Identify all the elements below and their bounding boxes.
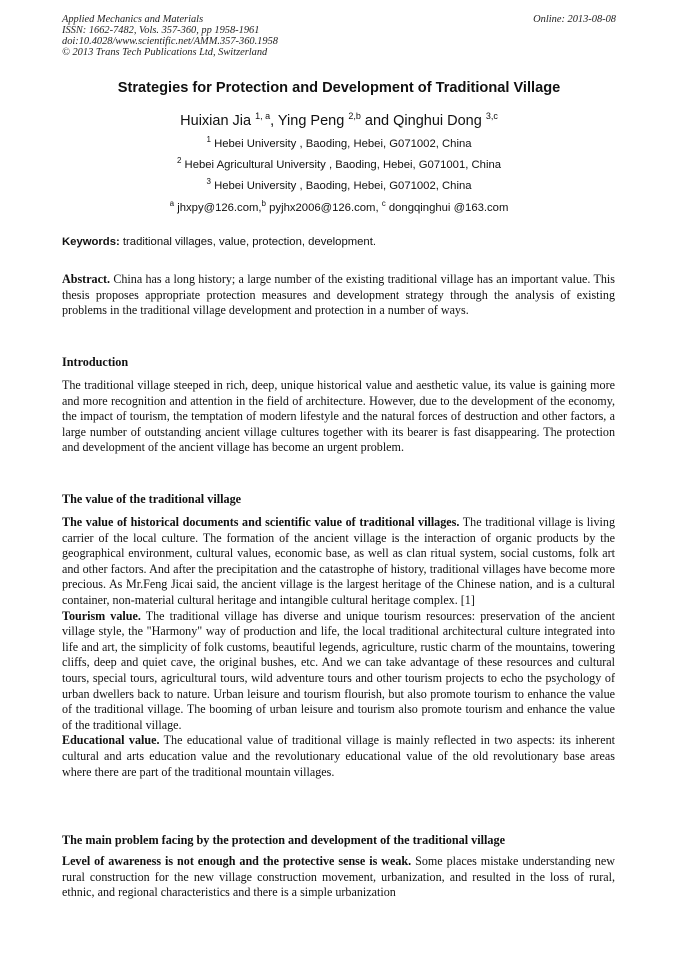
value-paragraph-educational [62,733,615,780]
affiliation [0,177,678,192]
abstract [62,272,615,319]
author-sup: 1, a [255,111,271,121]
keywords [62,236,616,248]
email-address[interactable]: dongqinghui @163.com [388,202,509,214]
section-heading-introduction: Introduction [62,355,129,369]
keywords-label: Keywords: [62,236,120,248]
author-name: Ying Peng [277,113,345,129]
paragraph-text: The traditional village has diverse and unique tourism resources: preservation of the ancient village style, the "Harmony" way of production and life, the local traditional architectural culture integrated into life and art, the simplicity of folk customs, beautiful legends, agriculture, rustic charm of the mountains, towering cliffs, deep and quiet cave, the original bushes, etc. And we can take advantage of these resources and cultural tours, special tours, agricultural tours, wild adventure tours and other tourism projects to echo the psychology of urban dwellers back to nature. Urban leisure and tourism flourish, but also promote tourism to enhance the value of the traditional village. The booming of urban leisure and tourism also promote tourism and enhance the value of the traditional village. [62,608,615,732]
keywords-text: traditional villages, value, protection, development. [122,236,376,248]
email-line [0,199,678,214]
value-section-body [62,515,615,780]
paragraph-text: The traditional village is living carrier of the local culture. The formation of the ancient village is the interaction of organic products by the geographical environment, cultural values, economic base, as well as clan ritual system, social customs, folk art and other factors. And after the precipitation and the catastrophe of history, traditional villages have become more precious. As Mr.Feng Jicai said, the ancient village is the largest heritage of the Chinese nation, and is a cultural container, non-material cultural heritage and intangible cultural heritage complex. [1] [62,515,616,607]
author-separator: , [270,113,278,129]
affiliation [0,156,678,171]
problem-paragraph [62,854,615,901]
paper-title: Strategies for Protection and Development of Traditional Village [117,80,561,96]
abstract-text: China has a long history; a large number of the existing traditional village has an important value. This thesis proposes appropriate protection measures and development strategy through the analysis of existing problems in the traditional village development and protection in a number of ways. [62,272,615,318]
copyright-line: © 2013 Trans Tech Publications Ltd, Switzerland [62,47,268,58]
email-address[interactable]: jhxpy@126.com, [177,202,262,214]
paragraph-label: Tourism value. [62,608,141,623]
paragraph-text: Some places mistake understanding new rural construction for the new village construction movement, urbanization, and resulted in the loss of rural, ethnic, and regional characteristics and there is a simple urbanization [62,854,616,900]
value-paragraph-tourism [62,609,615,734]
doi-line: doi:10.4028/www.scientific.net/AMM.357-360.1958 [62,36,278,47]
affiliation-sup: 3 [206,177,211,186]
author-name: Qinghui Dong [393,113,482,129]
abstract-label: Abstract. [62,272,111,286]
introduction-paragraph: The traditional village steeped in rich, deep, unique historical value and aesthetic value, its value is gaining more and more recognition and attention in the field of architecture. However, due to the development of the economy, the impact of tourism, the temptation of modern lifestyle and the natural forces of destruction and other factors, a large number of outstanding ancient village cultures together with its bearer is fast disappearing. The protection and development of the ancient village has become an urgent problem. [62,378,615,455]
online-date: Online: 2013-08-08 [533,14,616,25]
email-sup: a [169,199,175,208]
author-separator: and [364,113,394,129]
affiliation-text: Hebei Agricultural University , Baoding, Hebei, G071001, China [184,159,502,171]
journal-header [62,14,616,58]
affiliation-text: Hebei University , Baoding, Hebei, G071002, China [214,138,472,150]
email-sup: b [261,199,266,208]
author-name: Huixian Jia [180,113,252,129]
author-line [0,113,678,129]
section-heading-problem: The main problem facing by the protection and development of the traditional village [62,833,506,847]
journal-name: Applied Mechanics and Materials [62,14,204,25]
value-paragraph-historical [62,515,615,609]
affiliation-sup: 2 [176,156,182,165]
paragraph-text: The educational value of traditional village is mainly reflected in two aspects: its inherent cultural and arts education value and the revolutionary educational value of the old revolutionary base areas where there are part of the traditional mountain villages. [62,733,615,779]
affiliation-text: Hebei University , Baoding, Hebei, G071002, China [214,180,472,192]
affiliation-sup: 1 [206,135,211,144]
issn-line: ISSN: 1662-7482, Vols. 357-360, pp 1958-1961 [62,25,260,36]
section-heading-value: The value of the traditional village [62,492,242,506]
paragraph-label: Educational value. [62,733,160,748]
author-sup: 2,b [348,111,361,121]
affiliation [0,135,678,150]
paragraph-label: The value of historical documents and scientific value of traditional villages. [62,515,460,529]
author-sup: 3,c [485,111,498,121]
paragraph-label: Level of awareness is not enough and the protective sense is weak. [62,854,412,868]
email-address[interactable]: pyjhx2006@126.com, [269,202,382,214]
email-sup: c [381,199,386,208]
